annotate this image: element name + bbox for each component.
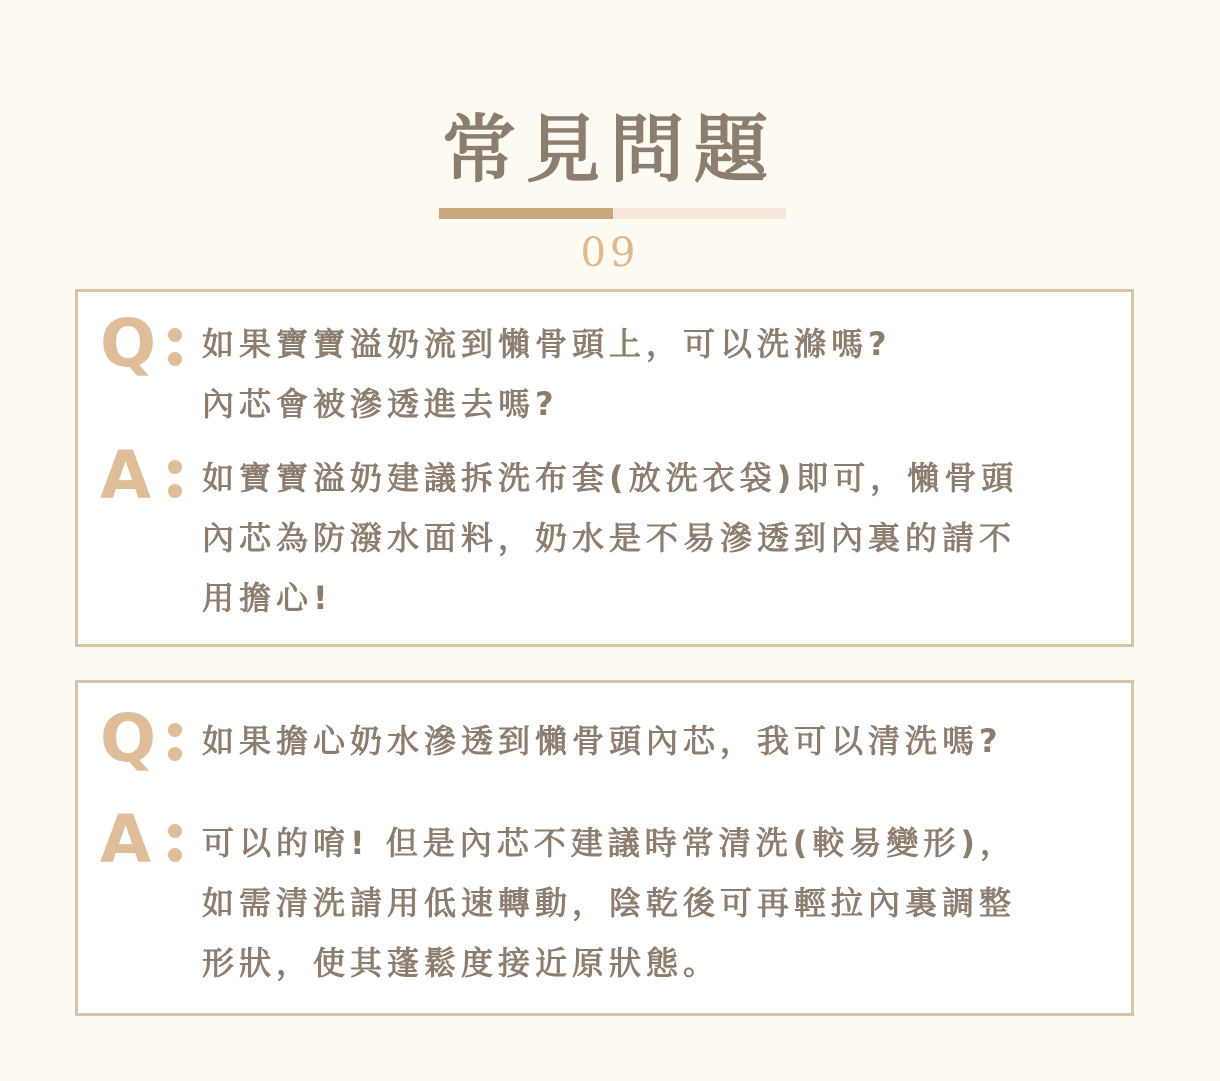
question-text (202, 711, 1111, 771)
answer-line: 形狀，使其蓬鬆度接近原狀態。 (202, 944, 721, 982)
page-title: 常見問題 (442, 107, 778, 193)
title-underline-bar (439, 208, 786, 219)
question-line: 如果寶寶溢奶流到懶骨頭上，可以洗滌嗎? (202, 325, 892, 363)
title-underline-fill (439, 208, 613, 219)
answer-colon (168, 452, 182, 508)
question-letter: Q (100, 305, 157, 382)
answer-line: 用擔心! (202, 579, 333, 617)
answer-line: 如寶寶溢奶建議拆洗布套(放洗衣袋)即可，懶骨頭 (202, 459, 1019, 497)
faq-card-1 (75, 289, 1134, 647)
title-underline-track (613, 208, 786, 219)
answer-line: 如需清洗請用低速轉動，陰乾後可再輕拉內裏調整 (202, 884, 1017, 922)
answer-line: 內芯為防潑水面料，奶水是不易滲透到內裏的請不 (202, 519, 1017, 557)
question-colon (168, 320, 182, 376)
question-text (202, 314, 1111, 434)
question-colon (168, 715, 182, 771)
answer-line: 可以的唷! 但是內芯不建議時常清洗(較易變形)， (202, 824, 1017, 862)
question-letter: Q (100, 700, 157, 777)
faq-card-2 (75, 680, 1134, 1016)
answer-text (202, 813, 1111, 993)
question-line: 如果擔心奶水滲透到懶骨頭內芯，我可以清洗嗎? (202, 722, 1003, 760)
question-line: 內芯會被滲透進去嗎? (202, 385, 559, 423)
section-number: 09 (580, 230, 640, 276)
answer-letter: A (100, 437, 152, 514)
answer-text (202, 448, 1111, 628)
answer-letter: A (100, 801, 152, 878)
answer-colon (168, 816, 182, 872)
